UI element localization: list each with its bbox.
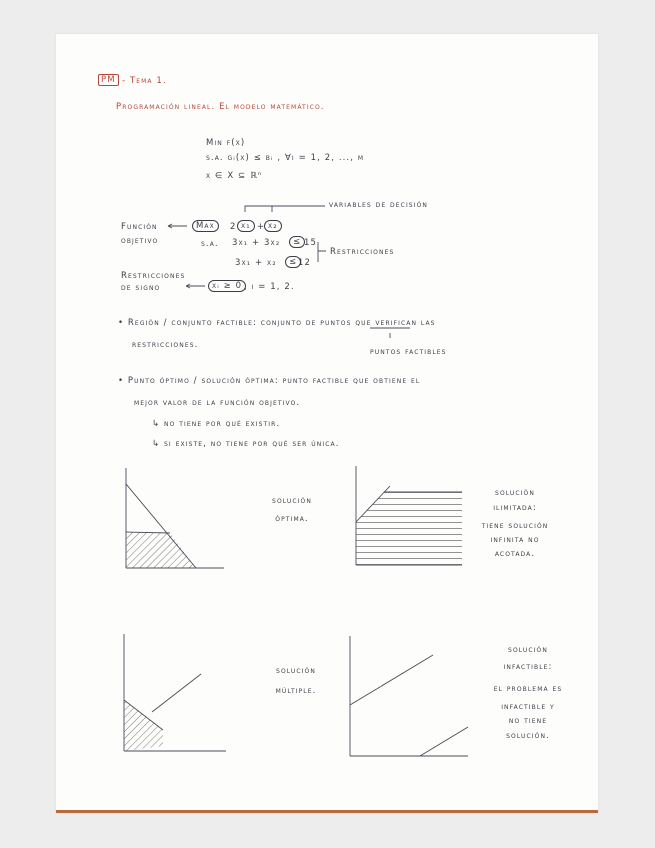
arrow-decision-vars	[245, 206, 325, 212]
multiple-label-2: múltiple.	[275, 686, 317, 696]
multiple-label: solución	[276, 666, 316, 676]
infeasible-label-5: no tiene	[508, 716, 548, 726]
sign-label-2: de signo	[121, 283, 161, 293]
arrow-restrictions	[318, 242, 326, 262]
constraint-2: 3x₁ + x₂	[235, 258, 277, 268]
feasible-points-note: puntos factibles	[370, 347, 447, 357]
constraint-1-sign: ≤	[289, 236, 305, 248]
sign-term: xᵢ ≥ 0	[208, 280, 246, 292]
course-badge: PM	[98, 74, 119, 86]
infeasible-label-2: infactible:	[503, 662, 553, 672]
underline-puntos	[370, 328, 410, 338]
obj-plus: +	[257, 222, 266, 232]
constraint-1-rhs: 15	[304, 238, 318, 248]
bullet-optimal: • Punto óptimo / solución óptima: punto factible que obtiene el	[118, 376, 421, 386]
graph-multiple	[124, 634, 226, 751]
function-label-2: objetivo	[121, 236, 159, 246]
model-objective: Min f(x)	[206, 138, 246, 148]
bullet-optimal-3: ↳ no tiene por qué existir.	[152, 419, 281, 429]
topic-label: - Tema 1.	[122, 76, 167, 86]
max-term: Max	[192, 220, 219, 232]
infeasible-label-3: el problema es	[493, 684, 563, 694]
optimal-label: solución	[272, 496, 312, 506]
restrictions-label: Restricciones	[330, 247, 395, 257]
constraint-2-sign: ≤	[285, 256, 301, 268]
unbounded-label-2: ilimitada:	[493, 503, 537, 513]
decision-variables-label: variables de decisión	[329, 200, 429, 210]
model-constraint: s.a. gᵢ(x) ≤ bᵢ , ∀i = 1, 2, ..., m	[206, 153, 365, 163]
graph-optimal	[126, 468, 224, 568]
graph-unbounded	[356, 466, 462, 565]
bullet-feasible-region: • Región / conjunto factible: conjunto de puntos que verifican las	[118, 318, 436, 328]
function-label: Función	[121, 222, 158, 232]
unbounded-label: solución	[495, 488, 535, 498]
bullet-optimal-2: mejor valor de la función objetivo.	[134, 398, 301, 408]
graph-infeasible	[350, 636, 468, 756]
sign-label: Restricciones	[121, 271, 186, 281]
obj-x1: x₁	[237, 220, 255, 232]
model-domain: x ∈ X ⊆ ℝⁿ	[206, 171, 263, 181]
optimal-label-2: óptima.	[275, 514, 309, 524]
infeasible-label-4: infactible y	[501, 702, 555, 712]
unbounded-label-4: infinita no	[490, 535, 540, 545]
arrow-function	[168, 224, 187, 228]
bullet-feasible-region-2: restricciones.	[132, 340, 199, 350]
obj-coef: 2	[230, 222, 237, 232]
page-title: Programación lineal. El modelo matemático.	[116, 102, 325, 112]
sa-label: s.a.	[201, 239, 219, 249]
unbounded-label-3: tiene solución	[481, 521, 549, 531]
infeasible-label-6: solución.	[506, 731, 550, 741]
constraint-1: 3x₁ + 3x₂	[232, 238, 281, 248]
arrow-sign	[186, 284, 205, 288]
infeasible-label: solución	[508, 645, 548, 655]
unbounded-label-5: acotada.	[494, 549, 536, 559]
obj-x2: x₂	[264, 220, 282, 232]
constraint-2-rhs: 12	[298, 258, 312, 268]
bullet-optimal-4: ↳ si existe, no tiene por qué ser única.	[152, 439, 340, 449]
sign-index: , i = 1, 2.	[244, 282, 295, 292]
